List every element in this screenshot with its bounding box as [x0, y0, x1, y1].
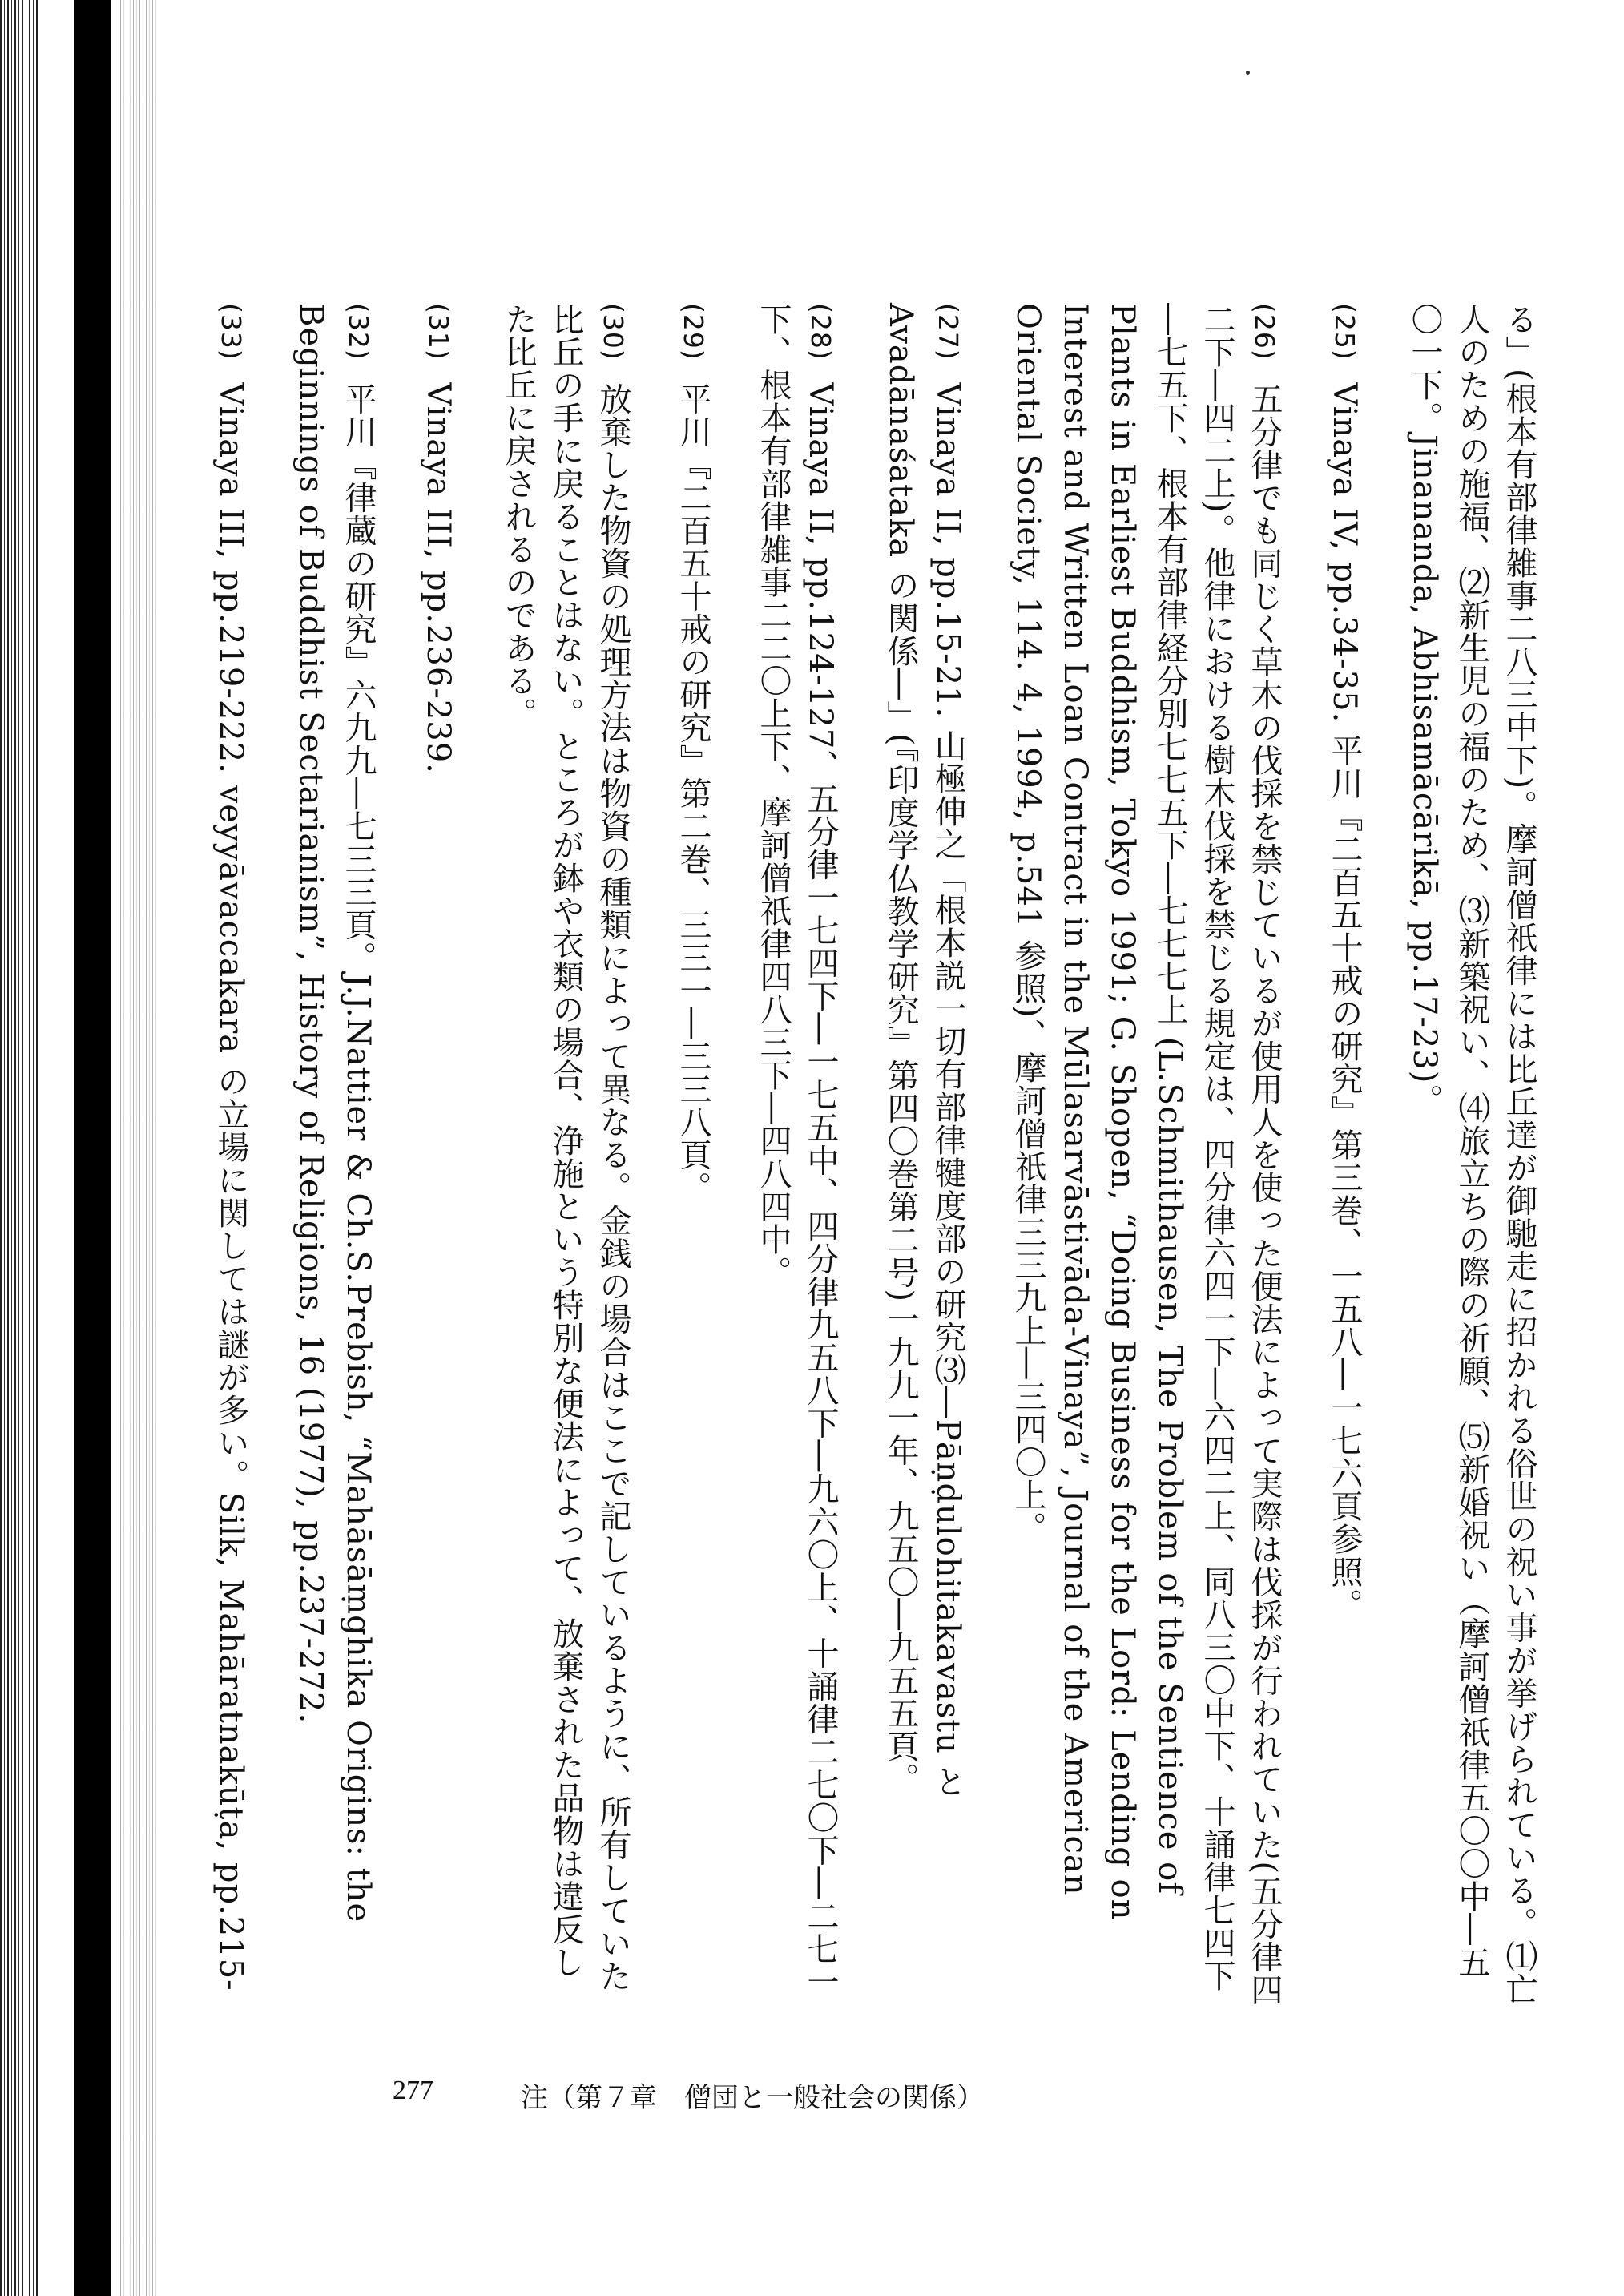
- scan-edge-noise: [120, 0, 160, 2296]
- note-25: [1320, 303, 1368, 2010]
- note-text: る」(根本有部律雑事二八三中下)。摩訶僧祇律には比丘達が御馳走に招かれる俗世の祝い事が挙げられている。⑴亡人のための施福、⑵新生児の福のため、⑶新築祝い、⑷旅立ちの際の祈願、⑸新婚祝い（摩訶僧祇律五〇〇中―五〇一下。Jinananda, Abhisamācārikā, pp.17-23)。: [1406, 303, 1537, 2006]
- note-text: Vinaya IV, pp.34-35. 平川『二百五十戒の研究』第三巻、一五八―一七六頁参照。: [1326, 382, 1363, 1622]
- scan-edge-artifact: [0, 0, 38, 2296]
- running-head: 注（第７章 僧団と一般社会の関係）: [521, 2082, 984, 2114]
- note-number: (27): [933, 303, 964, 361]
- note-29: [669, 303, 717, 2010]
- note-number: (26): [1249, 303, 1280, 361]
- note-text: 平川『律蔵の研究』六九九―七三三頁。J.J.Nattier & Ch.S.Prebish, “Mahāsāṃghika Origins: the Beginnings of Buddhist Sectarianism”, History of Religions, 16 (1977), pp.237-272.: [292, 303, 377, 1923]
- note-text: Vinaya II, pp.124-127、五分律一七四下―一七五中、四分律九五八下―九六〇上、十誦律二七〇下―二七一下、根本有部律雑事二二〇上下、摩訶僧祇律四八三下―四八四中。: [755, 303, 839, 1999]
- note-number: (29): [678, 303, 709, 361]
- note-28: [749, 303, 844, 2010]
- note-number: (30): [598, 303, 629, 361]
- note-text: 放棄した物資の処理方法は物資の種類によって異なる。金銭の場合はここで記しているように、所有していた比丘の手に戻ることはない。ところが鉢や衣類の場合、浄施という特別な便法によって、放棄された品物は違反した比丘に戻されるのである。: [500, 303, 631, 1993]
- note-text: Vinaya III, pp.236-239.: [420, 382, 457, 774]
- notes-body: [212, 303, 1574, 2010]
- note-30: [494, 303, 637, 2010]
- scan-speck: [1246, 71, 1250, 75]
- note-number: (28): [805, 303, 836, 361]
- note-text: Vinaya II, pp.15-21. 山極伸之「根本説一切有部律犍度部の研究⑶―Pāṇḍulohitakavastu と Avadānaśataka の関係―」(『印度学仏教学研究』第四〇巻第二号)一九九一年、九五〇―九五五頁。: [882, 303, 966, 1798]
- note-number: (33): [216, 303, 247, 361]
- note-26: [1004, 303, 1288, 2010]
- note-number: (31): [423, 303, 454, 361]
- note-text: 五分律でも同じく草木の伐採を禁じているが使用人を使った便法によって実際は伐採が行われていた(五分律四二下―四二上)。他律における樹木伐採を禁じる規定は、四分律六四一下―六四二上、同八三〇中下、十誦律七四下―七五下、根本有部律経分別七七五下―七七七上 (L.Schmithausen, The Problem of the Sentience of Plants in Earliest Buddhism, Tokyo 1991; G. Shopen, “Doing Business for the Lord: Lending on Interest and Written Loan Contract in the Mūlasarvāstivāda-Vinaya”, Journal of the American Oriental Society, 114. 4, 1994, p.541 参照)、摩訶僧祇律三三九上―三四〇上。: [1009, 303, 1283, 2007]
- note-33: [207, 303, 255, 2010]
- page-number: 277: [393, 2076, 433, 2105]
- note-continuation: [1400, 303, 1542, 2010]
- note-number: (32): [343, 303, 374, 361]
- scan-binding-shadow: [74, 0, 111, 2296]
- note-text: 平川『二百五十戒の研究』第二巻、三三一―三三八頁。: [675, 382, 711, 1204]
- note-32: [287, 303, 382, 2010]
- note-text: Vinaya III, pp.219-222. veyyāvaccakara の立場に関しては謎が多い。Silk, Mahāratnakūṭa, pp.215-: [212, 382, 249, 1991]
- note-27: [876, 303, 972, 2010]
- page-footer: [0, 2076, 1624, 2124]
- note-31: [414, 303, 462, 2010]
- note-number: (25): [1329, 303, 1360, 361]
